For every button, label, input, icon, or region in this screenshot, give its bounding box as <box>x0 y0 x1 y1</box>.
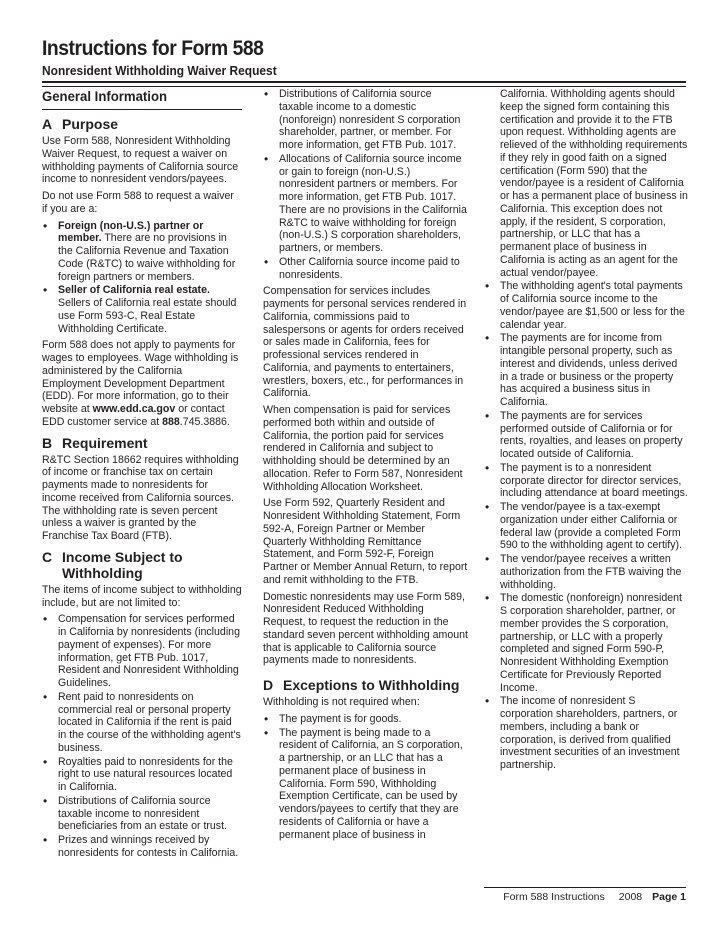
section-d-bullet-list-1 <box>263 713 468 842</box>
section-a-letter: A <box>42 116 53 132</box>
list-item <box>42 284 242 335</box>
list-item: • Distributions of California source taxable income to a domestic (nonforeign) nonresident S corporation shareholder, partner, or member. For more information, get FTB Pub. 1017. <box>263 88 468 152</box>
footer-rule <box>484 887 686 888</box>
bullet-text: Sellers of California real estate should use Form 593-C, Real Estate Withholding Certificate. <box>58 297 237 335</box>
list-item: • The income of nonresident S corporation shareholders, partners, or members, including a bank or corporation, is derived from qualified investment securities of an investment partnership. <box>484 695 688 772</box>
section-d-heading <box>263 677 468 693</box>
footer-text <box>503 891 686 903</box>
list-item: • The vendor/payee receives a written authorization from the FTB waiving the withholding. <box>484 553 688 591</box>
footer-form-name: Form 588 Instructions <box>503 891 605 903</box>
section-c-paragraph-5: Domestic nonresidents may use Form 589, Nonresident Reduced Withholding Request, to request the reduction in the standard seven percent withholding amount that is applicable to California source payments made to nonresidents. <box>263 590 468 667</box>
section-c-bullet-list-1 <box>42 613 242 859</box>
footer-page-number: Page 1 <box>652 891 686 903</box>
section-c-paragraph-1: The items of income subject to withholding include, but are not limited to: <box>42 583 242 609</box>
list-item: • The payments are for income from intangible personal property, such as interest and dividends, unless derived in a trade or business or the property has acquired a business situs in California. <box>484 332 688 409</box>
bullet-bold-lead: Foreign (non-U.S.) partner or member. <box>58 219 204 245</box>
list-item: • Allocations of California source income or gain to foreign (non-U.S.) nonresident partners or members. For more information, get FTB Pub. 1017. There are no provisions in the California R&TC to waive withholding for foreign (non-U.S.) S corporation shareholders, partners, or members. <box>263 153 468 255</box>
section-a-paragraph-2: Do not use Form 588 to request a waiver if you are a: <box>42 190 234 215</box>
section-b-heading <box>42 435 242 451</box>
column-2 <box>263 88 468 845</box>
section-c-heading <box>42 549 242 581</box>
section-d-paragraph-1: Withholding is not required when: <box>263 696 420 708</box>
section-d-bullet-list-2 <box>484 280 688 772</box>
header-rule-thick <box>42 81 686 83</box>
list-item: • The payment is for goods. <box>263 713 468 726</box>
section-c-paragraph-2: Compensation for services includes payments for personal services rendered in California, commissions paid to salespersons or agents for orders received or sales made in California, fees for professional services rendered in California, and payments to entertainers, wrestlers, boxers, etc., for performances in California. <box>263 285 467 400</box>
phone-rest: .745.3886. <box>179 415 230 428</box>
paragraph-text: or contact EDD customer service at <box>42 403 225 428</box>
list-item: • Compensation for services performed in California by nonresidents (including payment of expenses). For more information, get FTB Pub. 1017, Resident and Nonresident Withholding Guidelines. <box>42 613 242 690</box>
section-c-letter: C <box>42 548 53 565</box>
section-b-title: Requirement <box>62 434 148 451</box>
section-d-letter: D <box>263 677 274 693</box>
bullet-text: There are no provisions in the California Revenue and Taxation Code (R&TC) to waive withholding for foreign partners or members. <box>58 232 236 283</box>
section-d-title: Exceptions to Withholding <box>283 677 460 693</box>
column-3 <box>484 88 688 776</box>
section-b-paragraph-1: R&TC Section 18662 requires withholding of income or franchise tax on certain payments made to nonresidents for income received from California sources. The withholding rate is seven percent unless a waiver is granted by the Franchise Tax Board (FTB). <box>42 453 239 542</box>
list-item: • Distributions of California source taxable income to nonresident beneficiaries from an estate or trust. <box>42 795 242 833</box>
document-title: Instructions for Form 588 <box>42 37 264 60</box>
list-item: • The payment is being made to a resident of California, an S corporation, a partnership, or an LLC that has a permanent place of business in California. Form 590, Withholding Exemption Certificate, can be used by vendors/payees to certify that they are residents of California or have a permanent place of business in <box>263 727 468 842</box>
list-item: • Other California source income paid to nonresidents. <box>263 256 468 282</box>
bullet-bold-lead: Seller of California real estate. <box>58 284 210 297</box>
section-a-paragraph-1: Use Form 588, Nonresident Withholding Waiver Request, to request a waiver on withholding payments of California source income to nonresident vendors/payees. <box>42 135 239 186</box>
section-c-paragraph-3: When compensation is paid for services performed both within and outside of California, the portion paid for services rendered in California and subject to withholding should be determined by an allocation. Refer to Form 587, Nonresident Withholding Allocation Worksheet. <box>263 404 463 493</box>
edd-website-link[interactable]: www.edd.ca.gov <box>92 403 176 415</box>
paragraph-text: Form 588 does not apply to payments for wages to employees. Wage withholding is administered by the California Employment Development Department (EDD). For more information, go to their website at <box>42 339 239 415</box>
column-1 <box>42 88 242 864</box>
section-a-title: Purpose <box>62 116 119 132</box>
list-item: • The vendor/payee is a tax-exempt organization under either California or federal law (provide a completed Form 590 to the withholding agent to certify). <box>484 501 688 552</box>
list-item-continuation: California. Withholding agents should keep the signed form containing this certification and provide it to the FTB upon request. Withholding agents are relieved of the withholding requirements if they rely in good faith on a signed certification (Form 590) that the vendor/payee is a resident of California or has a permanent place of business in California. This exception does not apply, if the resident, S corporation, partnership, or LLC that has a permanent place of business in California is acting as an agent for the actual vendor/payee. <box>500 88 688 279</box>
section-a-bullet-list <box>42 220 242 336</box>
page-footer <box>0 887 728 907</box>
section-c-title-line-2: Withholding <box>62 564 143 581</box>
list-item: • Prizes and winnings received by nonresidents for contests in California. <box>42 834 242 860</box>
general-information-rule <box>42 109 242 110</box>
general-information-heading: General Information <box>42 88 168 104</box>
list-item: • Rent paid to nonresidents on commercial real or personal property located in California if the rent is paid in the course of the withholding agent's business. <box>42 691 242 755</box>
section-b-letter: B <box>42 434 53 451</box>
list-item: • The payments are for services performed outside of California or for rents, royalties, and leases on property located outside of California. <box>484 410 688 461</box>
phone-prefix: 888 <box>162 415 180 428</box>
list-item: • The domestic (nonforeign) nonresident S corporation shareholder, partner, or member provides the S corporation, partnership, or LLC with a properly completed and signed Form 590-P, Nonresident Withholding Exemption Certificate for Previously Reported Income. <box>484 592 688 694</box>
section-c-title-line-1: Income Subject to <box>62 548 183 565</box>
list-item <box>42 220 242 284</box>
list-item: • The payment is to a nonresident corporate director for director services, including attendance at board meetings. <box>484 462 688 500</box>
section-a-heading <box>42 116 242 132</box>
header-rule-thin <box>42 86 686 87</box>
list-item: • Royalties paid to nonresidents for the right to use natural resources located in California. <box>42 756 242 794</box>
document-subtitle: Nonresident Withholding Waiver Request <box>42 63 277 78</box>
footer-year: 2008 <box>618 891 643 903</box>
section-c-bullet-list-2 <box>263 88 468 281</box>
section-c-paragraph-4: Use Form 592, Quarterly Resident and Nonresident Withholding Statement, Form 592-A, Foreign Partner or Member Quarterly Withholding Remittance Statement, and Form 592-F, Foreign Partner or Member Annual Return, to report and remit withholding to the FTB. <box>263 497 468 586</box>
section-a-paragraph-3 <box>42 339 242 428</box>
list-item: • The withholding agent's total payments of California source income to the vendor/payee are $1,500 or less for the calendar year. <box>484 280 688 331</box>
